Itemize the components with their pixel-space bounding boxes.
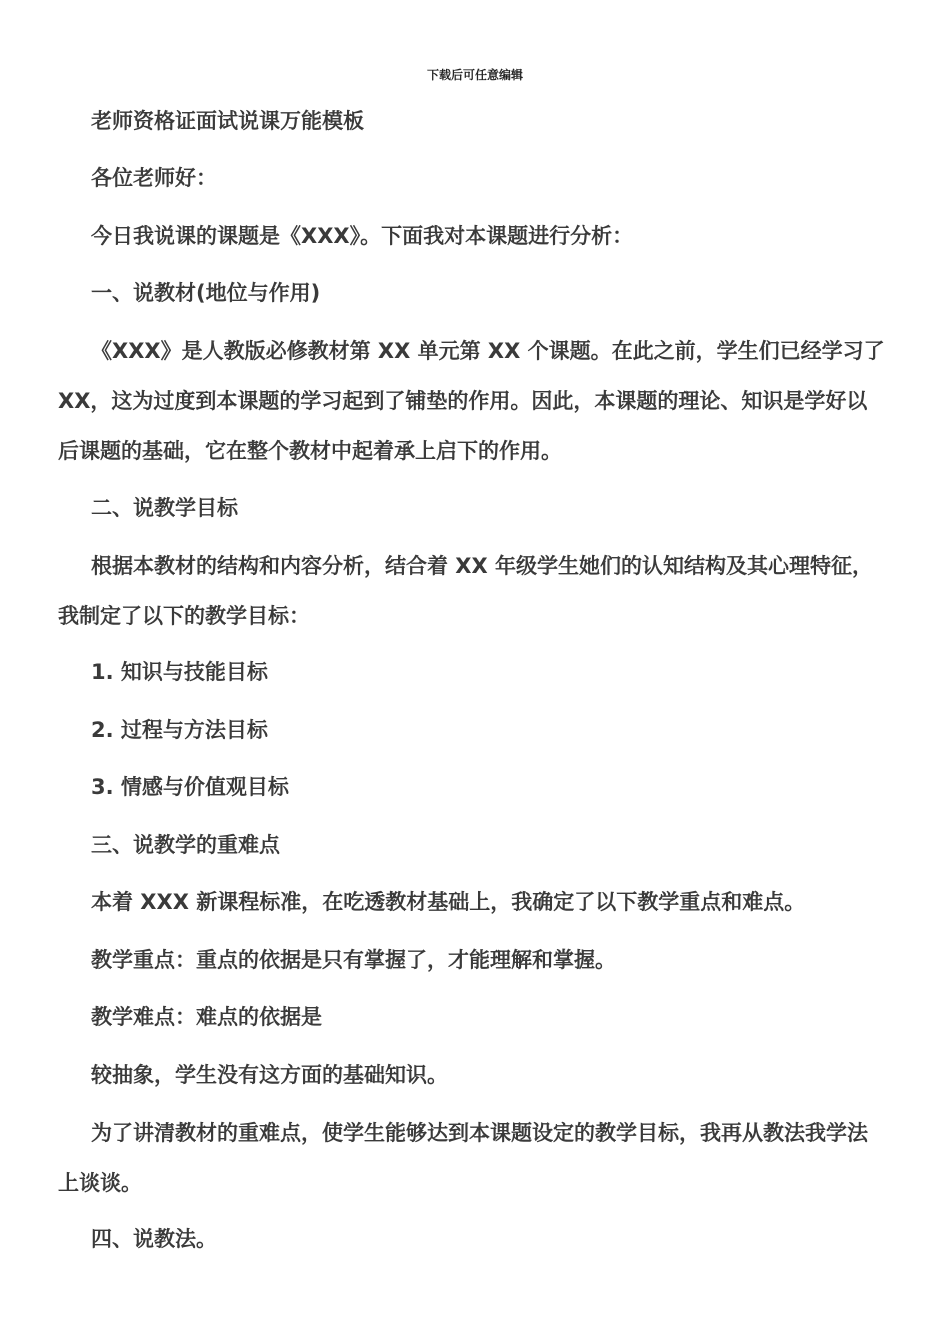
document-title: 老师资格证面试说课万能模板 xyxy=(91,109,364,133)
greeting: 各位老师好： xyxy=(91,166,217,190)
objectives-paragraph: 根据本教材的结构和内容分析，结合着 XX 年级学生她们的认知结构及其心理特征，我制定了以下的教学目标： xyxy=(58,554,874,628)
textbook-paragraph: 《XXX》是人教版必修教材第 XX 单元第 XX 个课题。在此之前，学生们已经学习了 XX，这为过度到本课题的学习起到了铺垫的作用。因此，本课题的理论、知识是学好以后课题的基础，它在整个教材中起着承上启下的作用。 xyxy=(58,339,885,463)
intro-paragraph: 今日我说课的课题是《XXX》。下面我对本课题进行分析： xyxy=(91,224,634,248)
section-heading-3: 三、说教学的重难点 xyxy=(91,833,280,857)
transition-paragraph: 为了讲清教材的重难点，使学生能够达到本课题设定的教学目标，我再从教法我学法上谈谈。 xyxy=(58,1121,868,1195)
objective-item-1: 1. 知识与技能目标 xyxy=(91,660,268,684)
section-heading-2: 二、说教学目标 xyxy=(91,496,238,520)
section-heading-4: 四、说教法。 xyxy=(91,1227,217,1251)
header-note: 下载后可任意编辑 xyxy=(426,68,523,82)
difficulty-note: 较抽象，学生没有这方面的基础知识。 xyxy=(91,1063,448,1087)
objective-item-2: 2. 过程与方法目标 xyxy=(91,718,268,742)
objective-item-3: 3. 情感与价值观目标 xyxy=(91,775,289,799)
teaching-focus: 教学重点：重点的依据是只有掌握了，才能理解和掌握。 xyxy=(91,948,616,972)
teaching-difficulty: 教学难点：难点的依据是 xyxy=(91,1005,322,1029)
section-heading-1: 一、说教材(地位与作用) xyxy=(91,281,321,305)
key-points-paragraph: 本着 XXX 新课程标准，在吃透教材基础上，我确定了以下教学重点和难点。 xyxy=(91,890,806,914)
